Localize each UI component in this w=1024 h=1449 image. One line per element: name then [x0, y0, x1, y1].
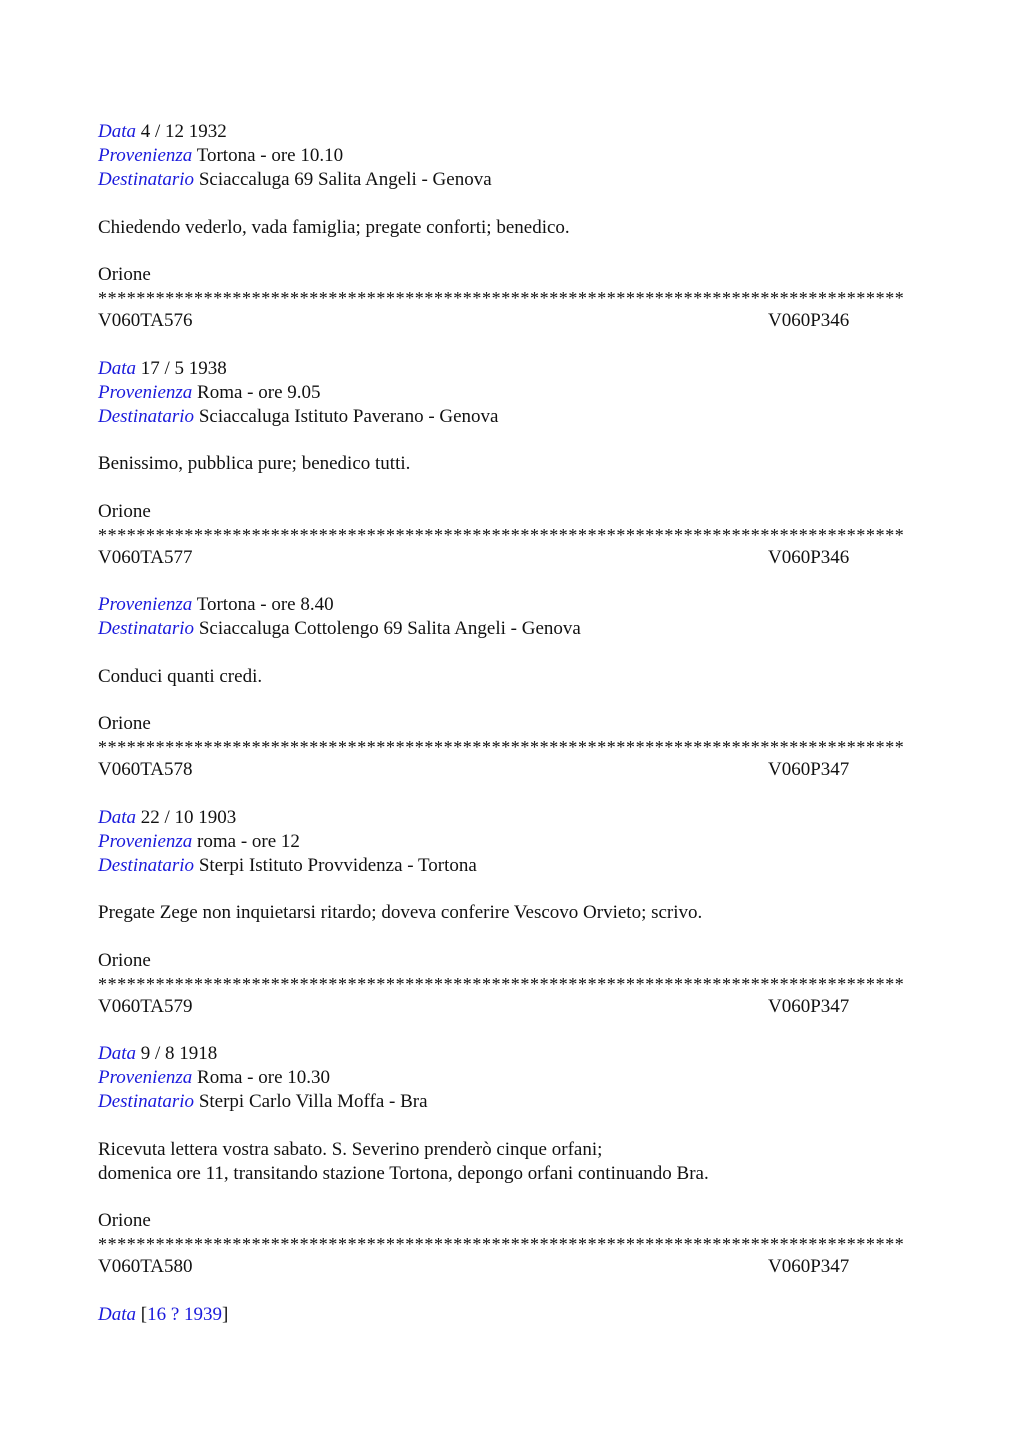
date-bracket-close: ]	[222, 1303, 229, 1325]
origin-value: Roma - ore 10.30	[197, 1067, 331, 1088]
signature: Orione	[98, 500, 151, 522]
origin-line	[98, 381, 928, 405]
recipient-line	[98, 405, 928, 429]
reference-codes	[98, 995, 928, 1019]
recipient-label: Destinatario	[98, 618, 195, 639]
recipient-label: Destinatario	[98, 1091, 195, 1112]
telegram-code: V060TA579	[98, 995, 193, 1017]
origin-label: Provenienza	[98, 1067, 193, 1088]
origin-label: Provenienza	[98, 594, 193, 615]
date-label: Data	[98, 1043, 136, 1064]
page-code: V060P347	[768, 759, 850, 780]
signature: Orione	[98, 1210, 151, 1231]
date-line	[98, 1303, 928, 1327]
origin-value: roma - ore 12	[197, 830, 300, 852]
telegram-code: V060TA578	[98, 759, 193, 780]
page-code: V060P346	[768, 546, 850, 568]
document-page	[98, 120, 928, 1327]
origin-line	[98, 1066, 928, 1090]
separator: ************************************************************************************	[98, 1234, 905, 1254]
message-text: Benissimo, pubblica pure; benedico tutti.	[98, 453, 411, 474]
signature: Orione	[98, 713, 151, 734]
telegram-code: V060TA577	[98, 546, 193, 568]
telegram-code: V060TA576	[98, 310, 193, 331]
origin-value: Tortona - ore 8.40	[196, 594, 334, 615]
telegram-entry	[98, 758, 928, 995]
date-label: Data	[98, 121, 136, 142]
origin-label: Provenienza	[98, 145, 193, 166]
page-code: V060P346	[768, 310, 850, 331]
recipient-line	[98, 1090, 928, 1114]
date-line	[98, 357, 928, 381]
separator: ************************************************************************************	[98, 737, 905, 757]
telegram-entry	[98, 309, 928, 546]
date-label: Data	[98, 806, 136, 828]
date-value: 17 / 5 1938	[140, 357, 227, 379]
reference-codes	[98, 758, 928, 782]
date-value: 4 / 12 1932	[140, 121, 227, 142]
message-text: domenica ore 11, transitando stazione Tortona, depongo orfani continuando Bra.	[98, 1162, 709, 1184]
origin-line	[98, 593, 928, 617]
telegram-entry	[98, 995, 928, 1256]
telegram-entry	[98, 120, 928, 309]
origin-label: Provenienza	[98, 830, 193, 852]
separator: ************************************************************************************	[98, 288, 905, 308]
recipient-line	[98, 617, 928, 641]
reference-codes	[98, 309, 928, 333]
page-code: V060P347	[768, 995, 850, 1017]
origin-value: Tortona - ore 10.10	[196, 145, 344, 166]
recipient-value: Sciaccaluga 69 Salita Angeli - Genova	[198, 169, 492, 190]
signature: Orione	[98, 264, 151, 285]
signature: Orione	[98, 949, 151, 971]
recipient-value: Sterpi Carlo Villa Moffa - Bra	[198, 1091, 428, 1112]
recipient-label: Destinatario	[98, 169, 195, 190]
recipient-value: Sterpi Istituto Provvidenza - Tortona	[198, 854, 477, 876]
message-text: Chiedendo vederlo, vada famiglia; pregate conforti; benedico.	[98, 216, 570, 238]
telegram-entry	[98, 1255, 928, 1327]
recipient-value: Sciaccaluga Cottolengo 69 Salita Angeli - Genova	[198, 618, 581, 639]
date-bracket-open: [	[140, 1303, 148, 1325]
date-label: Data	[98, 357, 136, 379]
recipient-label: Destinatario	[98, 854, 195, 876]
telegram-code: V060TA580	[98, 1256, 193, 1277]
message-text: Pregate Zege non inquietarsi ritardo; doveva conferire Vescovo Orvieto; scrivo.	[98, 902, 703, 923]
origin-label: Provenienza	[98, 381, 193, 403]
recipient-line	[98, 168, 928, 192]
date-line	[98, 806, 928, 830]
date-value: 9 / 8 1918	[140, 1043, 218, 1064]
separator: ************************************************************************************	[98, 524, 905, 545]
recipient-line	[98, 854, 928, 878]
origin-value: Roma - ore 9.05	[197, 381, 321, 403]
date-value: 22 / 10 1903	[140, 806, 237, 828]
recipient-value: Sciaccaluga Istituto Paverano - Genova	[198, 405, 499, 427]
page-code: V060P347	[768, 1256, 850, 1277]
date-label: Data	[98, 1303, 136, 1325]
recipient-label: Destinatario	[98, 405, 195, 427]
message-text: Ricevuta lettera vostra sabato. S. Severino prenderò cinque orfani;	[98, 1138, 603, 1160]
reference-codes	[98, 1255, 928, 1279]
origin-line	[98, 830, 928, 854]
origin-line	[98, 144, 928, 168]
message-text: Conduci quanti credi.	[98, 665, 263, 687]
date-line	[98, 1042, 928, 1066]
telegram-entry	[98, 546, 928, 759]
separator: ************************************************************************************	[98, 973, 905, 994]
date-value-uncertain: 16 ? 1939	[147, 1303, 223, 1325]
reference-codes	[98, 546, 928, 570]
date-line	[98, 120, 928, 144]
